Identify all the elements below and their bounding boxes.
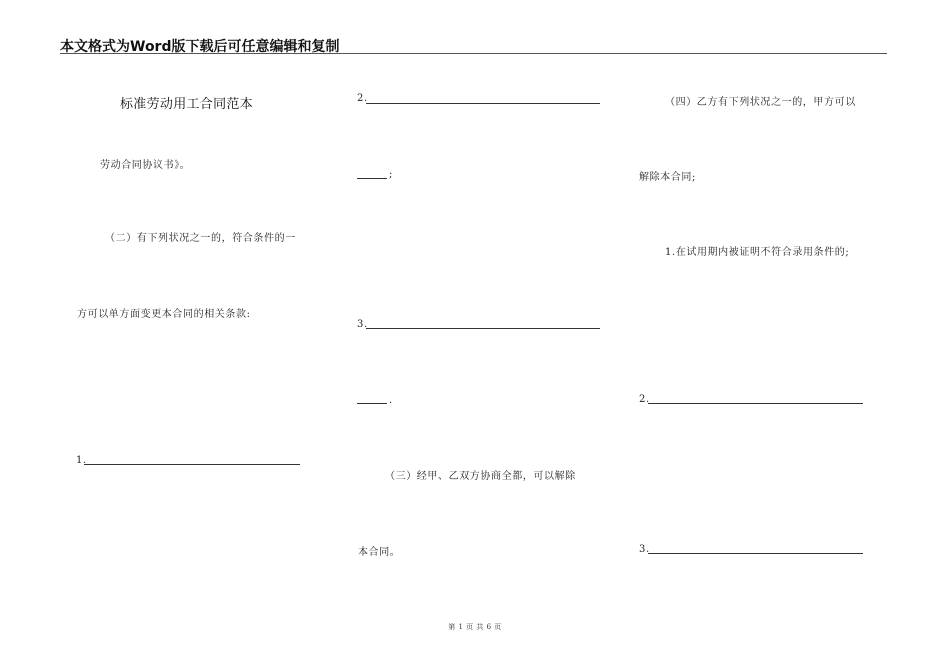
col2-semicolon: ; xyxy=(389,169,393,180)
col3-text-line-1: （四）乙方有下列状况之一的，甲方可以 xyxy=(665,97,856,108)
col1-text-line-3: 方可以单方面变更本合同的相关条款: xyxy=(77,309,251,320)
col3-item-3-number: 3. xyxy=(639,544,650,555)
page-number: 第 1 页 共 6 页 xyxy=(448,623,502,631)
col3-item-2-blank xyxy=(648,403,863,404)
header-divider xyxy=(60,53,887,54)
col2-period: . xyxy=(389,395,393,406)
document-header: 本文格式为Word版下载后可任意编辑和复制 xyxy=(60,39,340,55)
col1-item-1-number: 1. xyxy=(76,455,87,466)
col2-text-line-2: 本合同。 xyxy=(358,547,401,558)
col2-item-3-continuation-blank xyxy=(357,403,387,404)
col2-item-3-blank xyxy=(366,328,600,329)
document-title: 标准劳动用工合同范本 xyxy=(120,97,254,112)
col1-text-line-2: （二）有下列状况之一的，符合条件的一 xyxy=(105,233,296,244)
col3-text-line-2: 解除本合同; xyxy=(639,172,696,183)
col2-item-2-number: 2. xyxy=(357,93,368,104)
col2-text-line-1: （三）经甲、乙双方协商全都，可以解除 xyxy=(385,471,576,482)
col2-item-2-blank xyxy=(366,103,600,104)
col2-item-2-continuation-blank xyxy=(357,178,387,179)
col1-item-1-blank xyxy=(84,464,300,465)
col1-text-line-1: 劳动合同协议书》。 xyxy=(100,160,191,171)
col3-text-line-3: 1.在试用期内被证明不符合录用条件的; xyxy=(665,247,850,258)
col3-item-2-number: 2. xyxy=(639,394,650,405)
col2-item-3-number: 3. xyxy=(357,319,368,330)
col3-item-3-blank xyxy=(648,553,863,554)
